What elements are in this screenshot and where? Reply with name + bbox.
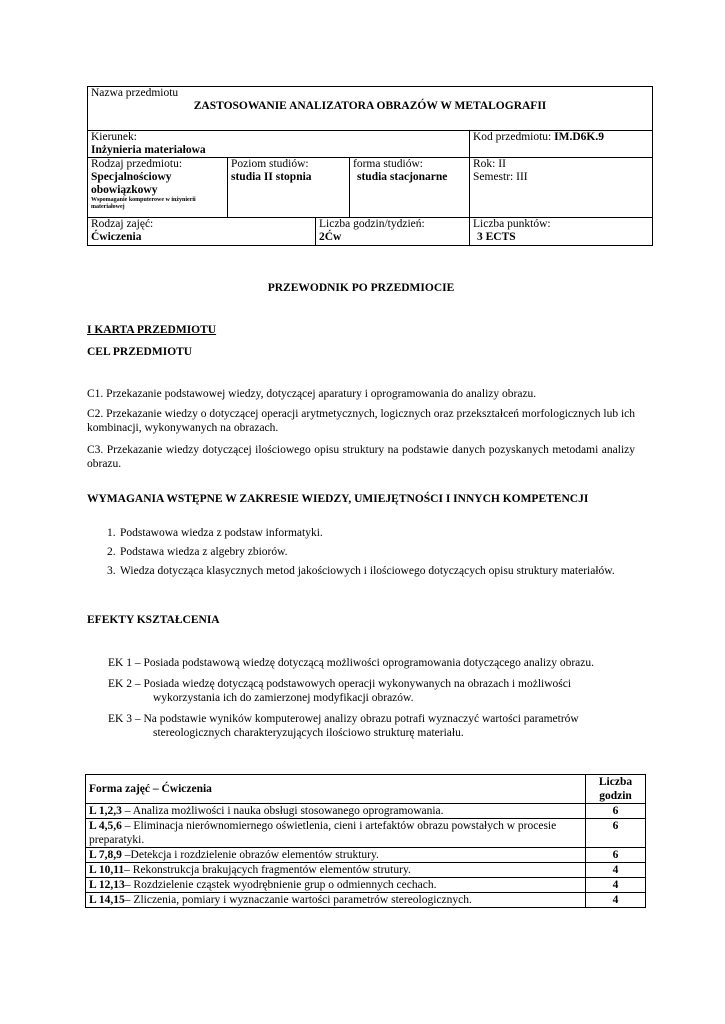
course-name-value: ZASTOSOWANIE ANALIZATORA OBRAZÓW W METALOGRAFII: [193, 100, 547, 112]
schedule-header-hours: Liczba godzin: [586, 775, 646, 804]
objective-c3: C3. Przekazanie wiedzy dotyczącej ilościowego opisu struktury na podstawie danych pozyskanych metodami analizy obrazu.: [87, 444, 635, 470]
course-code-value: IM.D6K.9: [554, 131, 604, 143]
list-item: 2. Podstawa wiedza z algebry zbiorów.: [107, 546, 288, 558]
class-type-label: Rodzaj zajęć:: [91, 218, 154, 230]
guide-title: PRZEWODNIK PO PRZEDMIOCIE: [267, 282, 455, 294]
objective-c2: C2. Przekazanie wiedzy o dotyczącej operacji arytmetycznych, logicznych oraz przekształceń morfologicznych lub ich kombinacji, wykonywanych na obrazach.: [87, 408, 635, 434]
ects-points-label: Liczba punktów:: [473, 218, 551, 230]
table-row: L 10,11– Rekonstrukcja brakujących fragmentów elementów strutury. 4: [86, 863, 646, 878]
objectives-heading: CEL PRZEDMIOTU: [87, 346, 193, 358]
prerequisites-heading: WYMAGANIA WSTĘPNE W ZAKRESIE WIEDZY, UMIEJĘTNOŚCI I INNYCH KOMPETENCJI: [87, 493, 589, 505]
course-info-table: [87, 86, 653, 246]
table-row: L 14,15– Zliczenia, pomiary i wyznaczanie wartości parametrów stereologicznych. 4: [86, 893, 646, 908]
year-semester-cell: [470, 158, 653, 218]
outcome-ek1: EK 1 – Posiada podstawową wiedzę dotyczącą możliwości oprogramowania dotyczącego analizy obrazu.: [108, 657, 595, 669]
course-card-heading: I KARTA PRZEDMIOTU: [87, 324, 217, 336]
field-of-study-value: Inżynieria materiałowa: [91, 144, 206, 156]
study-level-cell: [228, 158, 350, 218]
objective-c1: C1. Przekazanie podstawowej wiedzy, dotyczącej aparatury i oprogramowania do analizy obrazu.: [87, 388, 537, 400]
study-form-label: forma studiów:: [353, 158, 423, 170]
list-item: 3. Wiedza dotycząca klasycznych metod jakościowych i ilościowego dotyczących opisu struktury materiałów.: [107, 565, 615, 577]
course-code-label: Kod przedmiotu:: [473, 131, 552, 143]
course-name-label: Nazwa przedmiotu: [91, 87, 179, 99]
field-of-study-cell: [88, 131, 470, 158]
study-form-cell: [350, 158, 470, 218]
learning-outcomes-heading: EFEKTY KSZTAŁCENIA: [87, 614, 220, 626]
course-code-cell: [470, 131, 653, 158]
class-type-cell: [88, 218, 316, 246]
study-level-value: studia II stopnia: [231, 171, 312, 183]
list-item: 1. Podstawowa wiedza z podstaw informatyki.: [107, 527, 323, 539]
ects-points-cell: [470, 218, 653, 246]
outcome-ek2: EK 2 – Posiada wiedzę dotyczącą podstawowych operacji wykonywanych na obrazach i możliwości wykorzystania ich do zamierzonej modyfikacji obrazów.: [108, 678, 572, 704]
table-row: L 12,13– Rozdzielenie cząstek wyodrębnienie grup o odmiennych cechach. 4: [86, 878, 646, 893]
class-type-value: Ćwiczenia: [91, 231, 142, 243]
course-type-note: Wspomaganie komputerowe w inżynierii materiałowej: [91, 197, 196, 210]
ects-points-value: 3 ECTS: [477, 231, 516, 243]
course-type-cell: [88, 158, 228, 218]
outcome-ek3: EK 3 – Na podstawie wyników komputerowej analizy obrazu potrafi wyznaczyć wartości parametrów stereologicznych charakteryzujących ilościowo strukturę materiału.: [108, 713, 579, 739]
study-level-label: Poziom studiów:: [231, 158, 309, 170]
study-form-value: studia stacjonarne: [357, 171, 448, 183]
semester-label: Semestr: III: [473, 171, 528, 183]
course-type-label: Rodzaj przedmiotu:: [91, 158, 183, 170]
class-schedule-table: [85, 774, 646, 908]
table-row: L 4,5,6 – Eliminacja nierównomiernego oświetlenia, cieni i artefaktów obrazu powstałych w procesie preparatyki. 6: [86, 819, 646, 848]
field-of-study-label: Kierunek:: [91, 131, 137, 143]
course-name-cell: [88, 87, 653, 131]
prerequisites-list: [87, 526, 635, 583]
hours-per-week-cell: [316, 218, 470, 246]
hours-per-week-value: 2Ćw: [319, 231, 342, 243]
hours-per-week-label: Liczba godzin/tydzień:: [319, 218, 425, 230]
table-row: L 1,2,3 – Analiza możliwości i nauka obsługi stosowanego oprogramowania. 6: [86, 804, 646, 819]
table-row: L 7,8,9 –Detekcja i rozdzielenie obrazów elementów struktury. 6: [86, 848, 646, 863]
year-label: Rok: II: [473, 158, 506, 170]
schedule-header-form: Forma zajęć – Ćwiczenia: [86, 775, 586, 804]
course-type-value: Specjalnościowy obowiązkowy: [91, 171, 172, 196]
